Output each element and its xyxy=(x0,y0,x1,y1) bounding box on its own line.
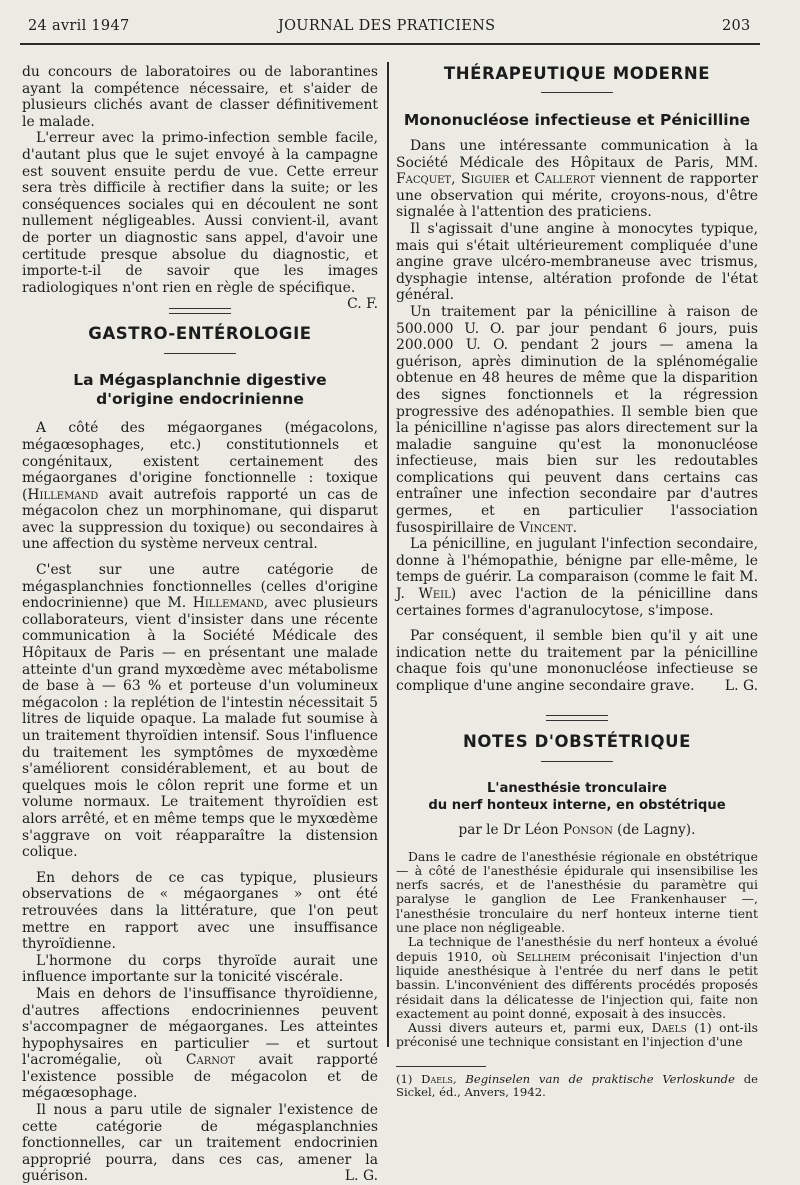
paragraph-en-dehors: En dehors de ce cas typique, plusieurs observations de « mégaorganes » ont été retrouvées dans la littérature, que l'on peut mettre en rapport avec une insuffisance thyroïdienne. xyxy=(22,869,378,953)
footnote: (1) Daels, Beginselen van de praktische Verloskunde de Sickel, éd., Anvers, 1942. xyxy=(396,1071,759,1100)
article-title-anesthesie: L'anesthésie tronculaire du nerf honteux interne, en obstétrique xyxy=(428,780,726,813)
left-column xyxy=(22,64,378,1185)
header-journal-title: JOURNAL DES PRATICIENS xyxy=(278,18,496,34)
header-page-number: 203 xyxy=(722,18,751,34)
header-date: 24 avril 1947 xyxy=(28,18,130,34)
article-title-megasplanchnie: La Mégasplanchnie digestive d'origine endocrinienne xyxy=(73,371,327,409)
paragraph-paru: Il nous a paru utile de signaler l'existence de cette catégorie de mégasplanchnies fonctionnelles, car un traitement endocrinien approprié pourra, dans ces cas, amener la guérison. L. G. xyxy=(22,1102,378,1185)
section-title-gastro: GASTRO-ENTÉROLOGIE xyxy=(88,324,312,344)
paragraph-technique: La technique de l'anesthésie du nerf honteux a évolué depuis 1910, où Sellheim préconisait l'injection d'un liquide anesthésique à l'entrée du nerf dans le petit bassin. L'inconvénient des différents procédés proposés résidait dans la délicatesse de l'injection qui, faite non exactement au point donné, exposait à des insuccès. xyxy=(396,934,758,1021)
paragraph-mais: Mais en dehors de l'insuffisance thyroïdienne, d'autres affections endocriniennes peuvent s'accompagner de mégaorganes. Les atteintes hypophysaires en particulier — et surtout l'acromégalie, où Carnot avait rapporté l'existence possible de mégacolon et de mégaœsophage. xyxy=(22,985,378,1102)
column-divider xyxy=(387,62,389,1047)
header-rule xyxy=(20,43,760,45)
section-title-obstetrique: NOTES D'OBSTÉTRIQUE xyxy=(463,731,691,751)
paragraph-angine: Il s'agissait d'une angine à monocytes typique, mais qui s'était ultérieurement compliquée d'une angine grave ulcéro-membraneuse avec trismus, dysphagie intense, altération profonde de l'état général. xyxy=(396,220,758,304)
signature-cf: C. F. xyxy=(347,296,378,313)
section-title-therapeutique: THÉRAPEUTIQUE MODERNE xyxy=(443,64,711,83)
paragraph-communication: Dans une intéressante communication à la Société Médicale des Hôpitaux de Paris, MM. Facquet, Siguier et Callerot viennent de rapporter une observation qui mérite, croyons-nous, d'être signalée à l'attention des praticiens. xyxy=(396,138,758,221)
author-byline: par le Dr Léon Ponson (de Lagny). xyxy=(458,821,696,838)
paragraph-aussi: Aussi divers auteurs et, parmi eux, Daels (1) ont-ils préconisé une technique consistant en l'injection d'une xyxy=(396,1020,758,1050)
paragraph-autre-categorie: C'est sur une autre catégorie de mégasplanchnies fonctionnelles (celles d'origine endocrinienne) que M. Hillemand, avec plusieurs collaborateurs, vient d'insister dans une récente communication à la Société Médicale des Hôpitaux de Paris — en présentant une malade atteinte d'un grand myxœdème avec métabolisme de base à — 63 % et porteuse d'un volumineux mégacolon : la replétion de l'intestin nécessitait 5 litres de liquide opaque. La malade fut soumise à un traitement thyroïdien intensif. Sous l'influence du traitement les symptômes de myxœdème s'améliorent considérablement, et au bout de quelques mois le côlon reprit une forme et un volume normaux. Le traitement thyroïdien est alors arrêté, et en même temps que le myxœdème s'aggrave on voit réapparaître la distension colique. xyxy=(22,562,378,861)
article-title-mononucleose: Mononucléose infectieuse et Pénicilline xyxy=(403,111,751,129)
paragraph-cadre: Dans le cadre de l'anesthésie régionale en obstétrique — à côté de l'anesthésie épidurale qui insensibilise les nerfs sacrés, et de l'anesthésie du paramètre qui paralyse le ganglion de Lee Frankenhauser —, l'anesthésie tronculaire du nerf honteux interne tient une place non négligeable. xyxy=(396,848,758,936)
paragraph-traitement: Un traitement par la pénicilline à raison de 500.000 U. O. par jour pendant 6 jours, puis 200.000 U. O. pendant 2 jours — amena la guérison, après diminution de la splénomégalie obtenue en 48 heures de même que la disparition des signes fonctionnels et la régression progressive des adénopathies. Il semble bien que la pénicilline n'agisse pas alors directement sur la maladie sanguine qu'est la mononucléose infectieuse, mais bien sur les redoutables complications qui peuvent dans certains cas entraîner une infection secondaire par d'autres germes, et en particulier l'association fusospirillaire de Vincent. xyxy=(396,303,758,536)
right-column xyxy=(396,64,758,1100)
paragraph-cote: A côté des mégaorganes (mégacolons, mégaœsophages, etc.) constitutionnels et congénitaux, existent certainement des mégaorganes d'origine fonctionnelle : toxique (Hillemand avait autrefois rapporté un cas de mégacolon chez un morphinomane, qui disparut avec la suppression du toxique) ou secondaires à une affection du système nerveux central. xyxy=(22,420,378,553)
paragraph-intro: du concours de laboratoires ou de laborantines ayant la compétence nécessaire, et s'aider de plusieurs clichés avant de classer définitivement le malade. xyxy=(22,64,378,130)
paragraph-hormone: L'hormone du corps thyroïde aurait une influence importante sur la tonicité viscérale. xyxy=(22,952,378,986)
paragraph-erreur: L'erreur avec la primo-infection semble facile, d'autant plus que le sujet envoyé à la campagne est souvent ensuite perdu de vue. Cette erreur sera très difficile à rectifier dans la suite; or les conséquences sociales qui en découlent ne sont nullement négligeables. Aussi convient-il, avant de porter un diagnostic sans appel, d'avoir une certitude presque absolue du diagnostic, et importe-t-il de savoir que les images radiologiques n'ont rien en règle de spécifique. C. F. xyxy=(22,130,378,313)
signature-lg-right: L. G. xyxy=(724,678,758,694)
paragraph-penicilline: La pénicilline, en jugulant l'infection secondaire, donne à l'hémopathie, bénigne par elle-même, le temps de guérir. La comparaison (comme le fait M. J. Weil) avec l'action de la pénicilline dans certaines formes d'agranulocytose, s'impose. xyxy=(396,536,759,619)
paragraph-consequent: Par conséquent, il semble bien qu'il y ait une indication nette du traitement par la pénicilline chaque fois qu'une mononucléose infectieuse se complique d'une angine secondaire grave. L. G. xyxy=(396,628,758,694)
signature-lg-left: L. G. xyxy=(344,1168,378,1185)
